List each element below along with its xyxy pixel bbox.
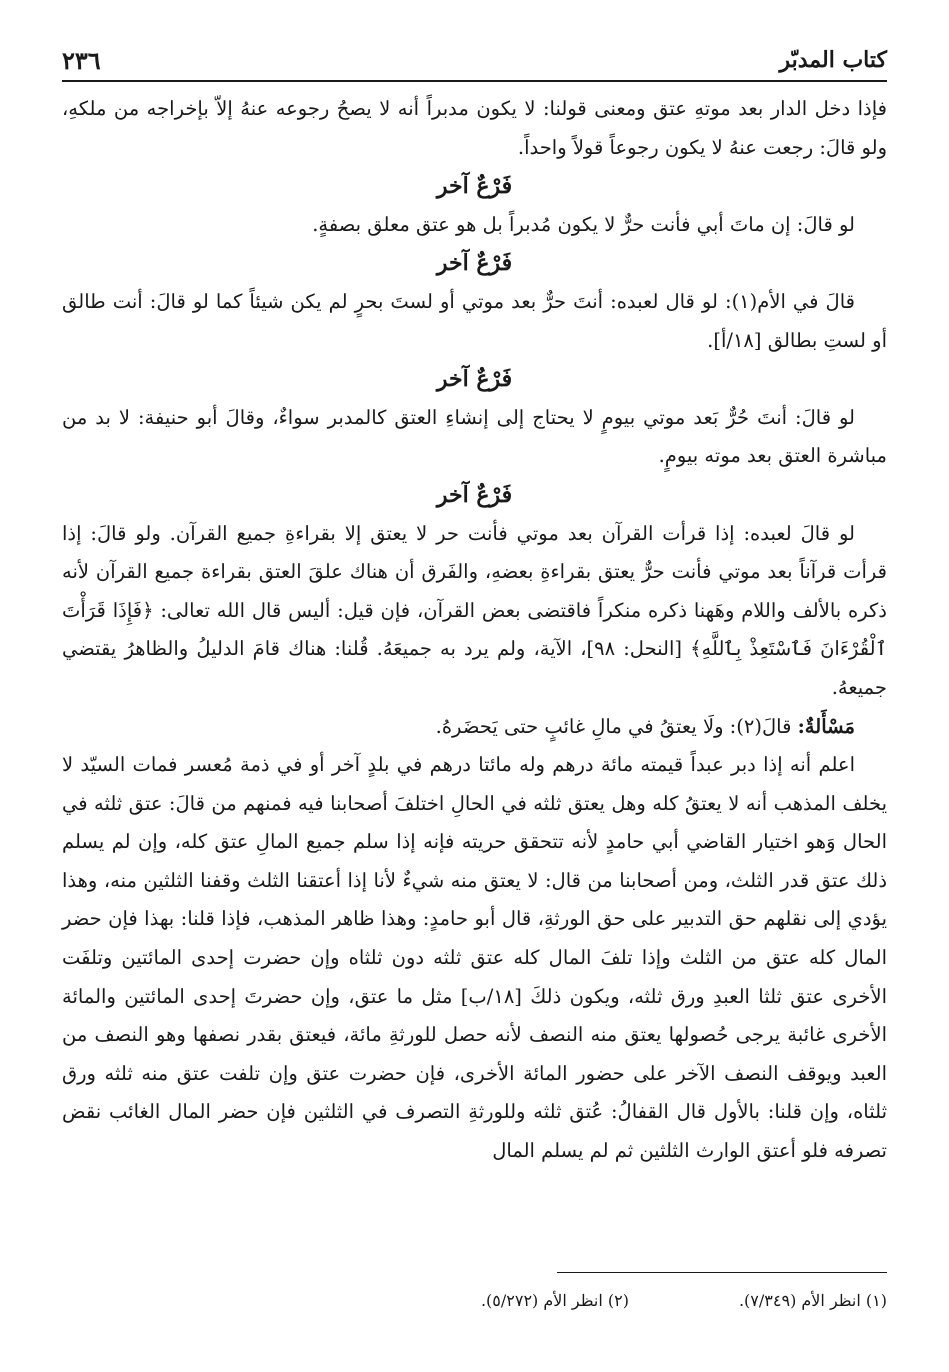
- section-heading: فَرْعٌ آخر: [436, 366, 513, 393]
- masala-label: مَسْأَلةٌ:: [797, 714, 855, 738]
- page-body: [62, 90, 887, 1171]
- masala-text: قالَ(٢): ولَا يعتقُ في مالِ غائبٍ حتى يَحضَرهُ.: [435, 714, 792, 738]
- footnote-divider: [557, 1272, 887, 1273]
- footnote-line: [62, 1291, 887, 1310]
- page-header: [62, 40, 887, 82]
- paragraph: قالَ في الأم(١): لو قال لعبده: أنتَ حرٌّ بعد موتي أو لستَ بحرٍ لم يكن شيئاً كما لو قالَ: أنت طالق أو لستِ بطالق [١٨/أ].: [62, 289, 887, 352]
- paragraph-intro: فإذا دخل الدار بعد موتهِ عتق ومعنى قولنا: لا يكون مدبراً أنه لا يصحُ رجوعه عنهُ إلاّ بإخراجه من ملكهِ، ولو قالَ: رجعت عنهُ لا يكون رجوعاً قولاً واحداً.: [62, 97, 887, 159]
- paragraph: اعلم أنه إذا دبر عبداً قيمته مائة درهم وله مائتا درهم في بلدٍ آخر أو في ذمة مُعسر فمات السيّد لا يخلف المذهب أنه لا يعتقُ كله وهل يعتق ثلثه في الحالِ اختلفَ أصحابنا فيه فمنهم من قالَ: عتق ثلثه في الحال وَهو اختيار القاضي أبي حامدٍ لأنه تتحقق حريته فإنه إذا سلم جميع المالِ عتق كله، وإن لم يسلم ذلك عتق قدر الثلث، ومن أصحابنا من قال: لا يعتق منه شيءٌ لأنا إذا أعتقنا الثلث وقفنا الثلثين منه، وهذا يؤدي إلى نقلهم حق التدبير على حق الورثةِ، قال أبو حامدٍ: وهذا ظاهر المذهب، فإذا قلنا: بهذا فإن حضر المال كله عتق من الثلث وإذا تلفَ المال كله عتق ثلثه دون ثلثاه وإن حضرت إحدى المائتين وتلفَت الأخرى عتق ثلثا العبدِ ورق ثلثه، ويكون ذلكَ [١٨/ب] مثل ما عتق، وإن حضرتَ إحدى المائتين والمائة الأخرى غائبة يرجى حُصولها يعتق منه النصف لأنه حصل للورثةِ مائة، فيعتق بقدر نصفها وهو النصف من العبد ويوقف النصف الآخر على حضور المائة الأخرى، فإن حضرت عتق وإن تلفت عتق منه ثلثه ورق ثلثاه، وإن قلنا: بالأول قال القفالُ: عُتق ثلثه وللورثةِ التصرف في الثلثين فإن حضر المال الغائب نقض تصرفه فلو أعتق الوارث الثلثين ثم لم يسلم المال: [62, 753, 887, 1163]
- footnote-text: انظر الأم (٧/٣٤٩).: [738, 1291, 861, 1310]
- paragraph: لو قالَ: أنتَ حُرٌّ بَعد موتي بيومٍ لا يحتاج إلى إنشاءِ العتق كالمدبر سواءٌ، وقالَ أبو حنيفة: لا بد من مباشرة العتق بعد موته بيومٍ.: [62, 405, 887, 468]
- footnote-marker: (٢): [607, 1291, 629, 1310]
- page-number: ٢٣٦: [62, 45, 101, 75]
- paragraph: لو قالَ: إن ماتَ أبي فأنت حرٌّ لا يكون مُدبراً بل هو عتق معلق بصفةٍ.: [312, 212, 855, 236]
- footnote-marker: (١): [865, 1291, 887, 1310]
- section-heading: فَرْعٌ آخر: [436, 173, 513, 200]
- chapter-title: كتاب المدبّر: [779, 47, 887, 73]
- section-heading: فَرْعٌ آخر: [436, 481, 513, 508]
- footnote-1: [739, 1291, 887, 1310]
- footnote-2: [481, 1291, 629, 1310]
- paragraph: لو قالَ لعبده: إذا قرأت القرآن بعد موتي فأنت حر لا يعتق إلا بقراءةِ جميع القرآن. ولو قالَ: إذا قرأت قرآناً بعد موتي فأنت حرٌّ يعتق بقراءةِ بعضهِ، والفَرق أن هناك علقَ العتق بقراءة جميع القرآن لأنه ذكره بالألف واللام وهَهنا ذكره منكراً فاقتضى بعض القرآن، فإن قيل: أليس قال الله تعالى: ﴿فَإِذَا قَرَأْتَ ٱلْقُرْءَانَ فَٱسْتَعِذْ بِٱللَّهِ﴾ [النحل: ٩٨]، الآية، ولم يرد به جميعَهُ. قُلنا: هناك قامَ الدليلُ والظاهرُ يقتضي جميعهُ.: [62, 521, 887, 699]
- masala-paragraph: [62, 708, 887, 747]
- footnote-text: انظر الأم (٥/٢٧٢).: [480, 1291, 603, 1310]
- footnotes: [62, 1272, 887, 1310]
- section-heading: فَرْعٌ آخر: [436, 250, 513, 277]
